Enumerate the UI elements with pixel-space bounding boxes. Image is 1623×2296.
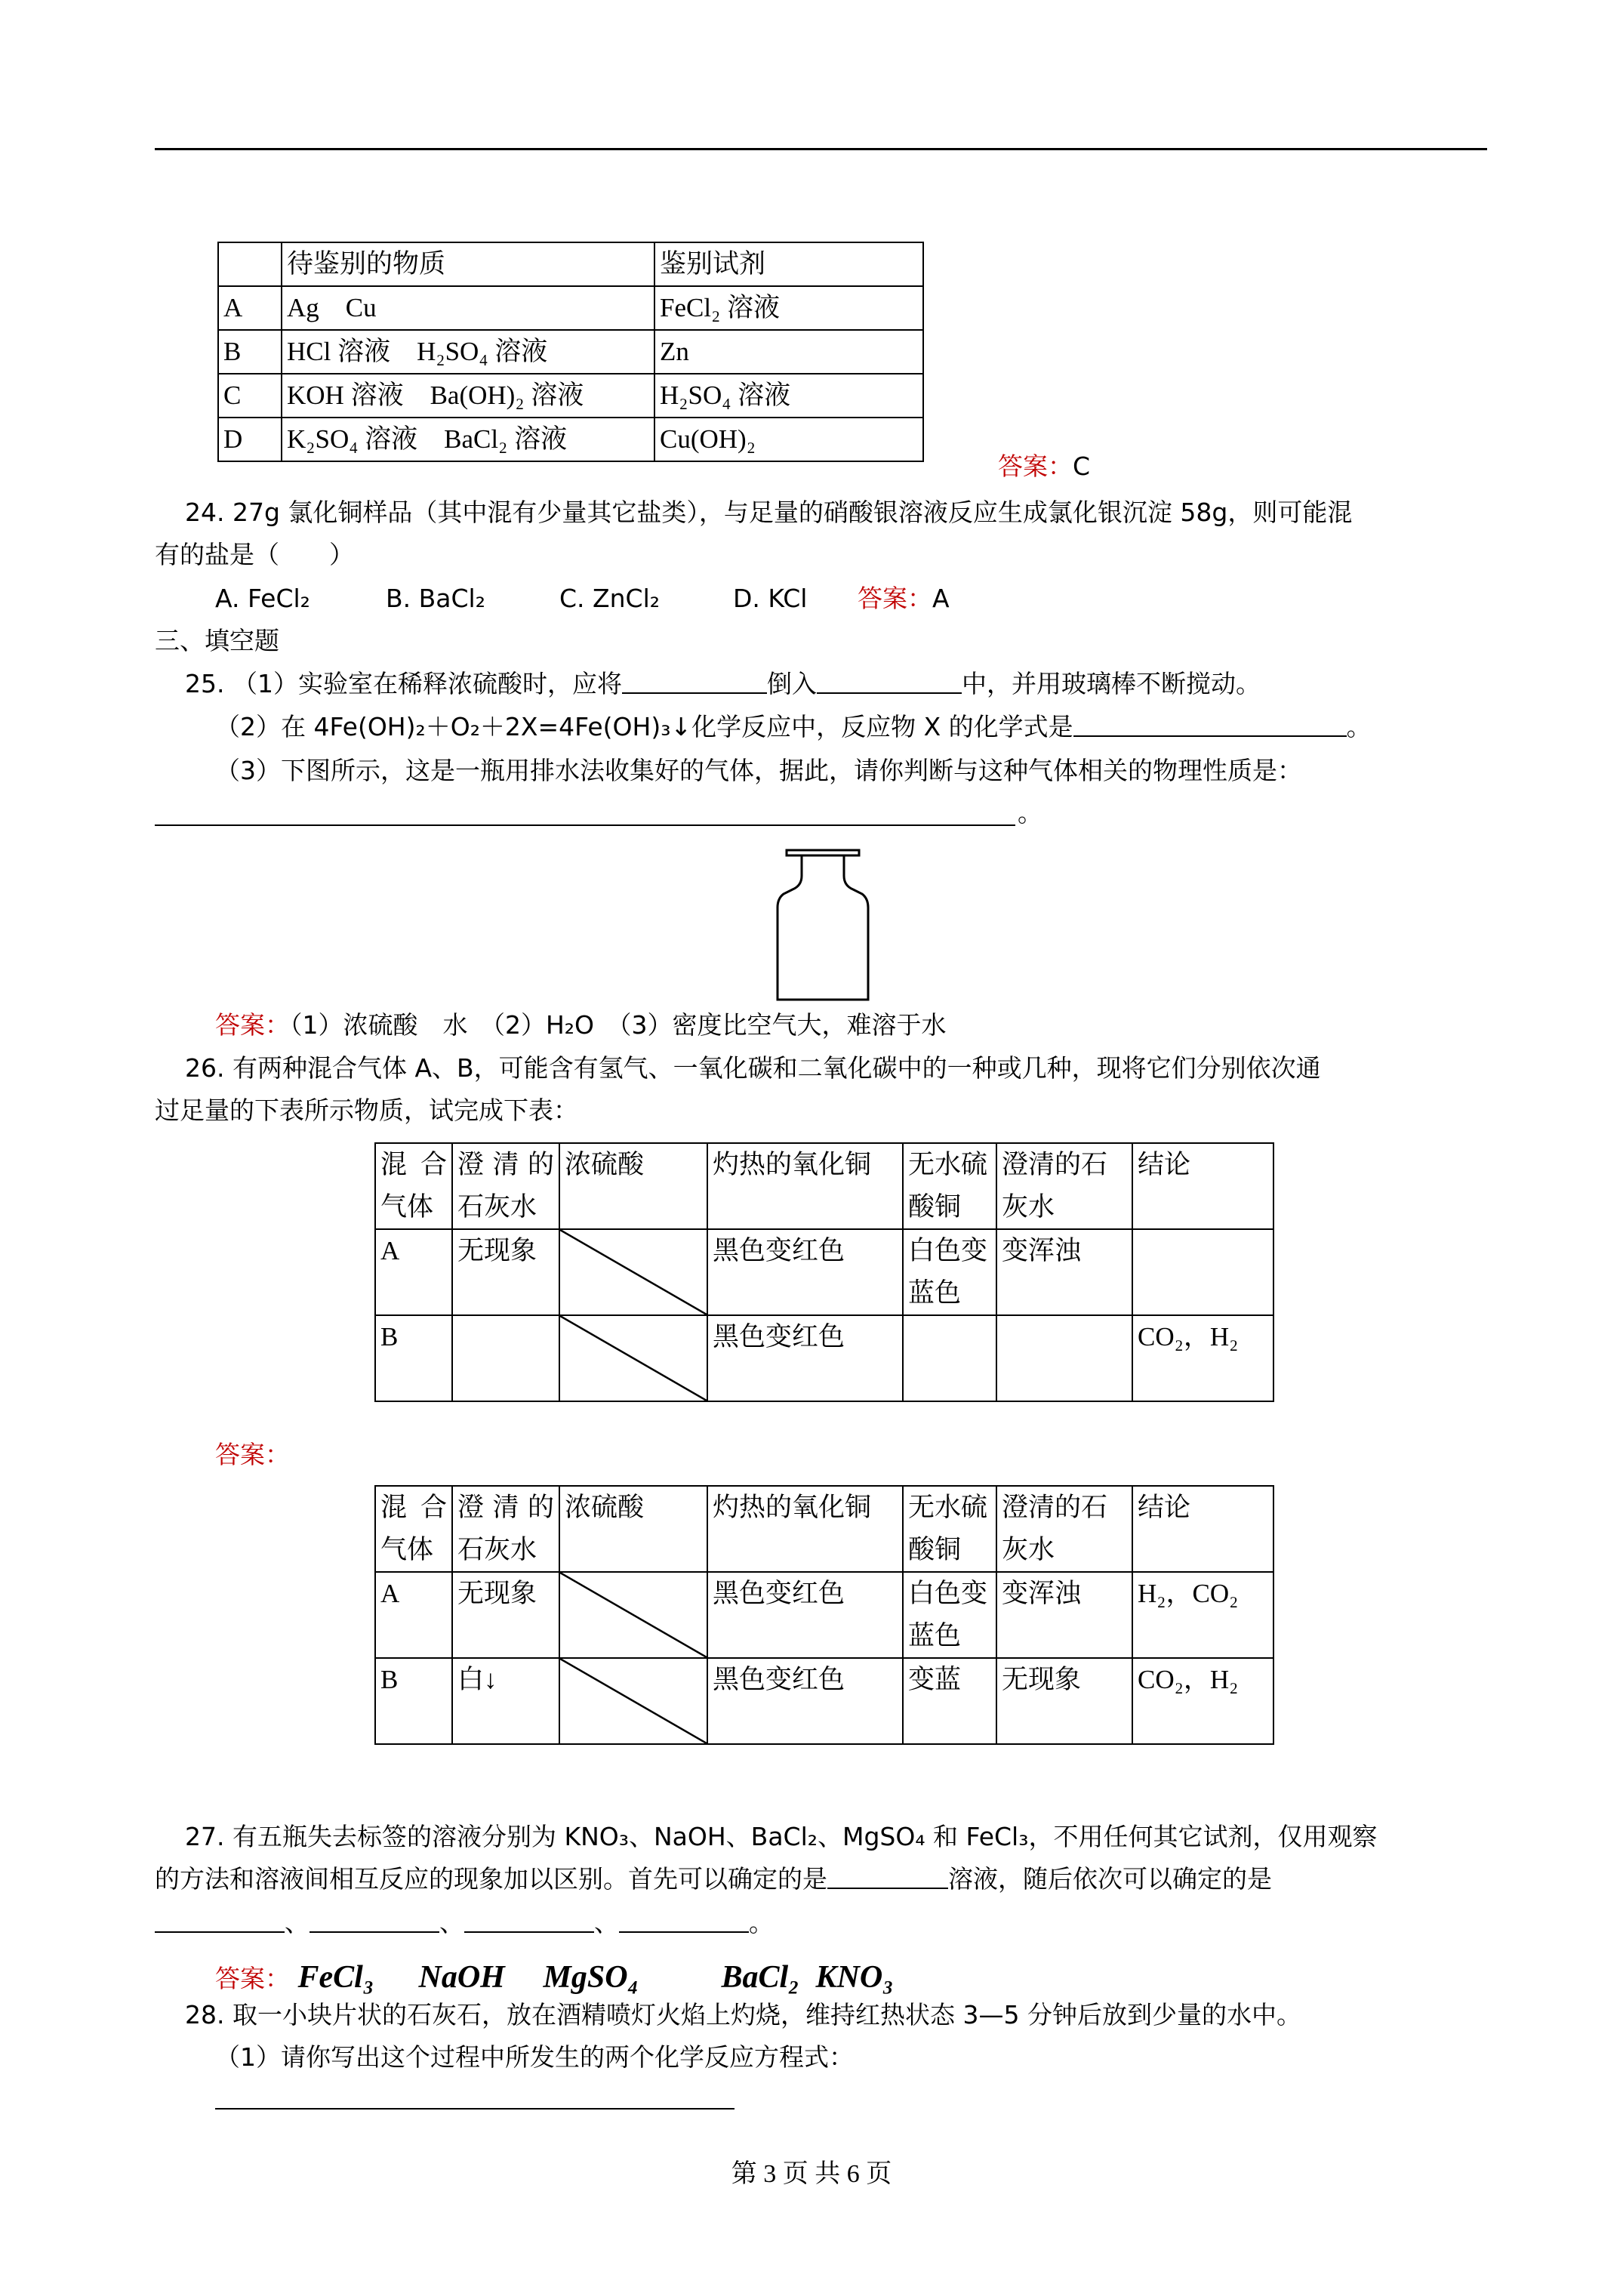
- table-cell: 黑色变红色: [707, 1315, 903, 1401]
- page-footer: 第 3 页 共 6 页: [731, 2160, 892, 2188]
- table-cell: 变浑浊: [996, 1229, 1132, 1315]
- option-d: D. KCl: [733, 584, 808, 613]
- answer-blank[interactable]: [1073, 713, 1347, 737]
- table-cell: 无现象: [452, 1572, 559, 1658]
- q25-text: 。: [1346, 712, 1372, 741]
- q28-line2: （1）请你写出这个过程中所发生的两个化学反应方程式：: [215, 2042, 854, 2072]
- q28-line1: 28. 取一小块片状的石灰石，放在酒精喷灯火焰上灼烧，维持红热状态 3—5 分钟后放到少量的水中。: [185, 2000, 1301, 2029]
- gas-label: A: [375, 1572, 452, 1658]
- answer-label: 答案：: [998, 451, 1073, 481]
- q25-text: 中，并用玻璃棒不断搅动。: [961, 669, 1261, 698]
- option-letter: D: [218, 418, 282, 461]
- table-row: [375, 1658, 1273, 1744]
- table-header: 鉴别试剂: [654, 242, 923, 286]
- answer-value: （1）浓硫酸 水 （2）H₂O （3）密度比空气大，难溶于水: [290, 1010, 947, 1040]
- option-c: C. ZnCl₂: [559, 584, 660, 613]
- table-cell: 变浑浊: [996, 1572, 1132, 1658]
- header-rule: [155, 148, 1487, 150]
- answer-value: NaOH: [418, 1960, 505, 1995]
- q25-text: （2）在 4Fe(OH)₂＋O₂＋2X=4Fe(OH)₃↓化学反应中，反应物 X 的化学式是: [215, 712, 1073, 741]
- diagonal-cell: [559, 1315, 707, 1401]
- q23-answer: [998, 451, 1090, 482]
- answer-value: BaCl₂: [721, 1960, 799, 1995]
- answer-value: FeCl₃: [297, 1960, 374, 1995]
- answer-blank[interactable]: [903, 1315, 996, 1401]
- table-row: [218, 242, 923, 286]
- table-header: 灼热的氧化铜: [707, 1143, 903, 1229]
- table-row: [218, 330, 923, 374]
- table-cell: 白色变 蓝色: [903, 1572, 996, 1658]
- q26-line1: 26. 有两种混合气体 A、B，可能含有氢气、一氧化碳和二氧化碳中的一种或几种，现将它们分别依次通: [185, 1053, 1321, 1083]
- answer-blank[interactable]: [215, 2108, 735, 2110]
- table-cell: 无现象: [452, 1229, 559, 1315]
- option-b: B. BaCl₂: [386, 584, 485, 613]
- table-header: 澄清的 石灰水: [452, 1486, 559, 1572]
- answer-blank[interactable]: [155, 824, 1015, 826]
- table-header: 混合 气体: [375, 1486, 452, 1572]
- table-row: [375, 1229, 1273, 1315]
- q27-text: 溶液，随后依次可以确定的是: [948, 1864, 1272, 1894]
- answer-blank[interactable]: [452, 1315, 559, 1401]
- gas-label: B: [375, 1658, 452, 1744]
- answer-value: C: [1073, 451, 1091, 481]
- answer-blank[interactable]: [155, 1909, 285, 1933]
- q24-line1: 24. 27g 氯化铜样品（其中混有少量其它盐类），与足量的硝酸银溶液反应生成氯化银沉淀 58g，则可能混: [185, 498, 1353, 527]
- option-letter: B: [218, 330, 282, 374]
- separator: 、: [439, 1908, 464, 1937]
- gas-bottle-icon: [762, 844, 883, 1006]
- q27-line3: [155, 1907, 774, 1939]
- answer-blank[interactable]: [619, 1909, 749, 1933]
- q25-part1: [185, 668, 1261, 700]
- table-row: [375, 1143, 1273, 1229]
- table-header: 无水硫 酸铜: [903, 1143, 996, 1229]
- table-cell: 白色变 蓝色: [903, 1229, 996, 1315]
- table-cell: CO₂，H₂: [1132, 1658, 1273, 1744]
- table-header: 浓硫酸: [559, 1143, 707, 1229]
- q24-options: [215, 583, 950, 615]
- answer-blank[interactable]: [996, 1315, 1132, 1401]
- answer-blank[interactable]: [827, 1865, 948, 1889]
- q25-part3: （3）下图所示，这是一瓶用排水法收集好的气体，据此，请你判断与这种气体相关的物理性质是：: [215, 756, 1302, 785]
- q25-text: 倒入: [766, 669, 817, 698]
- option-letter: A: [218, 286, 282, 330]
- answer-value: A: [932, 584, 950, 613]
- answer-blank[interactable]: [464, 1909, 594, 1933]
- q26-answer-label: 答案：: [215, 1440, 290, 1469]
- separator: 、: [594, 1908, 619, 1937]
- period: 。: [749, 1908, 774, 1937]
- diagonal-cell: [559, 1229, 707, 1315]
- answer-label: 答案：: [858, 584, 932, 613]
- answer-label: 答案：: [215, 1010, 290, 1040]
- table-header: 无水硫 酸铜: [903, 1486, 996, 1572]
- table-row: [218, 286, 923, 330]
- table-row: [218, 418, 923, 461]
- answer-blank[interactable]: [1132, 1229, 1273, 1315]
- gas-label: B: [375, 1315, 452, 1401]
- table-header: 澄清的石 灰水: [996, 1486, 1132, 1572]
- diagonal-cell: [559, 1658, 707, 1744]
- table-cell: Ag Cu: [282, 286, 654, 330]
- answer-blank[interactable]: [622, 670, 767, 694]
- table-cell: FeCl₂ 溶液: [654, 286, 923, 330]
- option-letter: C: [218, 374, 282, 418]
- q24-line2: 有的盐是（ ）: [155, 540, 354, 569]
- table-header: 浓硫酸: [559, 1486, 707, 1572]
- table-cell: 无现象: [996, 1658, 1132, 1744]
- table-cell: 白↓: [452, 1658, 559, 1744]
- table-cell: HCl 溶液 H₂SO₄ 溶液: [282, 330, 654, 374]
- table-cell: Cu(OH)₂: [654, 418, 923, 461]
- table-cell: [218, 242, 282, 286]
- table-row: [218, 374, 923, 418]
- answer-label: 答案：: [215, 1964, 290, 1993]
- table-header: 结论: [1132, 1143, 1273, 1229]
- table-header: 灼热的氧化铜: [707, 1486, 903, 1572]
- gas-label: A: [375, 1229, 452, 1315]
- q25-part3-end: 。: [1018, 798, 1042, 827]
- table-cell: 黑色变红色: [707, 1229, 903, 1315]
- answer-value: MgSO₄: [543, 1960, 639, 1995]
- table-cell: CO₂，H₂: [1132, 1315, 1273, 1401]
- reagent-table: [217, 242, 924, 462]
- table-header: 澄清的石 灰水: [996, 1143, 1132, 1229]
- table-header: 结论: [1132, 1486, 1273, 1572]
- gas-test-answer-table: [374, 1485, 1274, 1745]
- q27-text: 的方法和溶液间相互反应的现象加以区别。首先可以确定的是: [155, 1864, 827, 1894]
- separator: 、: [285, 1908, 310, 1937]
- table-header: 混合 气体: [375, 1143, 452, 1229]
- table-row: [375, 1486, 1273, 1572]
- table-cell: 变蓝: [903, 1658, 996, 1744]
- gas-test-table: [374, 1142, 1274, 1402]
- table-row: [375, 1572, 1273, 1658]
- q26-line2: 过足量的下表所示物质，试完成下表：: [155, 1096, 578, 1125]
- table-header: 澄清的 石灰水: [452, 1143, 559, 1229]
- table-cell: Zn: [654, 330, 923, 374]
- table-cell: K₂SO₄ 溶液 BaCl₂ 溶液: [282, 418, 654, 461]
- q25-part2: [215, 711, 1372, 743]
- answer-value: KNO₃: [815, 1960, 894, 1995]
- diagonal-cell: [559, 1572, 707, 1658]
- q27-answer: [215, 1962, 894, 1995]
- q27-line2: [155, 1863, 1272, 1895]
- table-cell: H₂SO₄ 溶液: [654, 374, 923, 418]
- table-cell: 黑色变红色: [707, 1658, 903, 1744]
- answer-blank[interactable]: [817, 670, 962, 694]
- q25-answer: [215, 1009, 947, 1041]
- q25-text: 25. （1）实验室在稀释浓硫酸时，应将: [185, 669, 622, 698]
- option-a: A. FeCl₂: [215, 584, 310, 613]
- table-row: [375, 1315, 1273, 1401]
- table-cell: H₂，CO₂: [1132, 1572, 1273, 1658]
- q27-line1: 27. 有五瓶失去标签的溶液分别为 KNO₃、NaOH、BaCl₂、MgSO₄ 和 FeCl₃，不用任何其它试剂，仅用观察: [185, 1822, 1378, 1851]
- table-cell: KOH 溶液 Ba(OH)₂ 溶液: [282, 374, 654, 418]
- section-title: 三、填空题: [155, 626, 279, 655]
- table-cell: 黑色变红色: [707, 1572, 903, 1658]
- table-header: 待鉴别的物质: [282, 242, 654, 286]
- answer-blank[interactable]: [310, 1909, 439, 1933]
